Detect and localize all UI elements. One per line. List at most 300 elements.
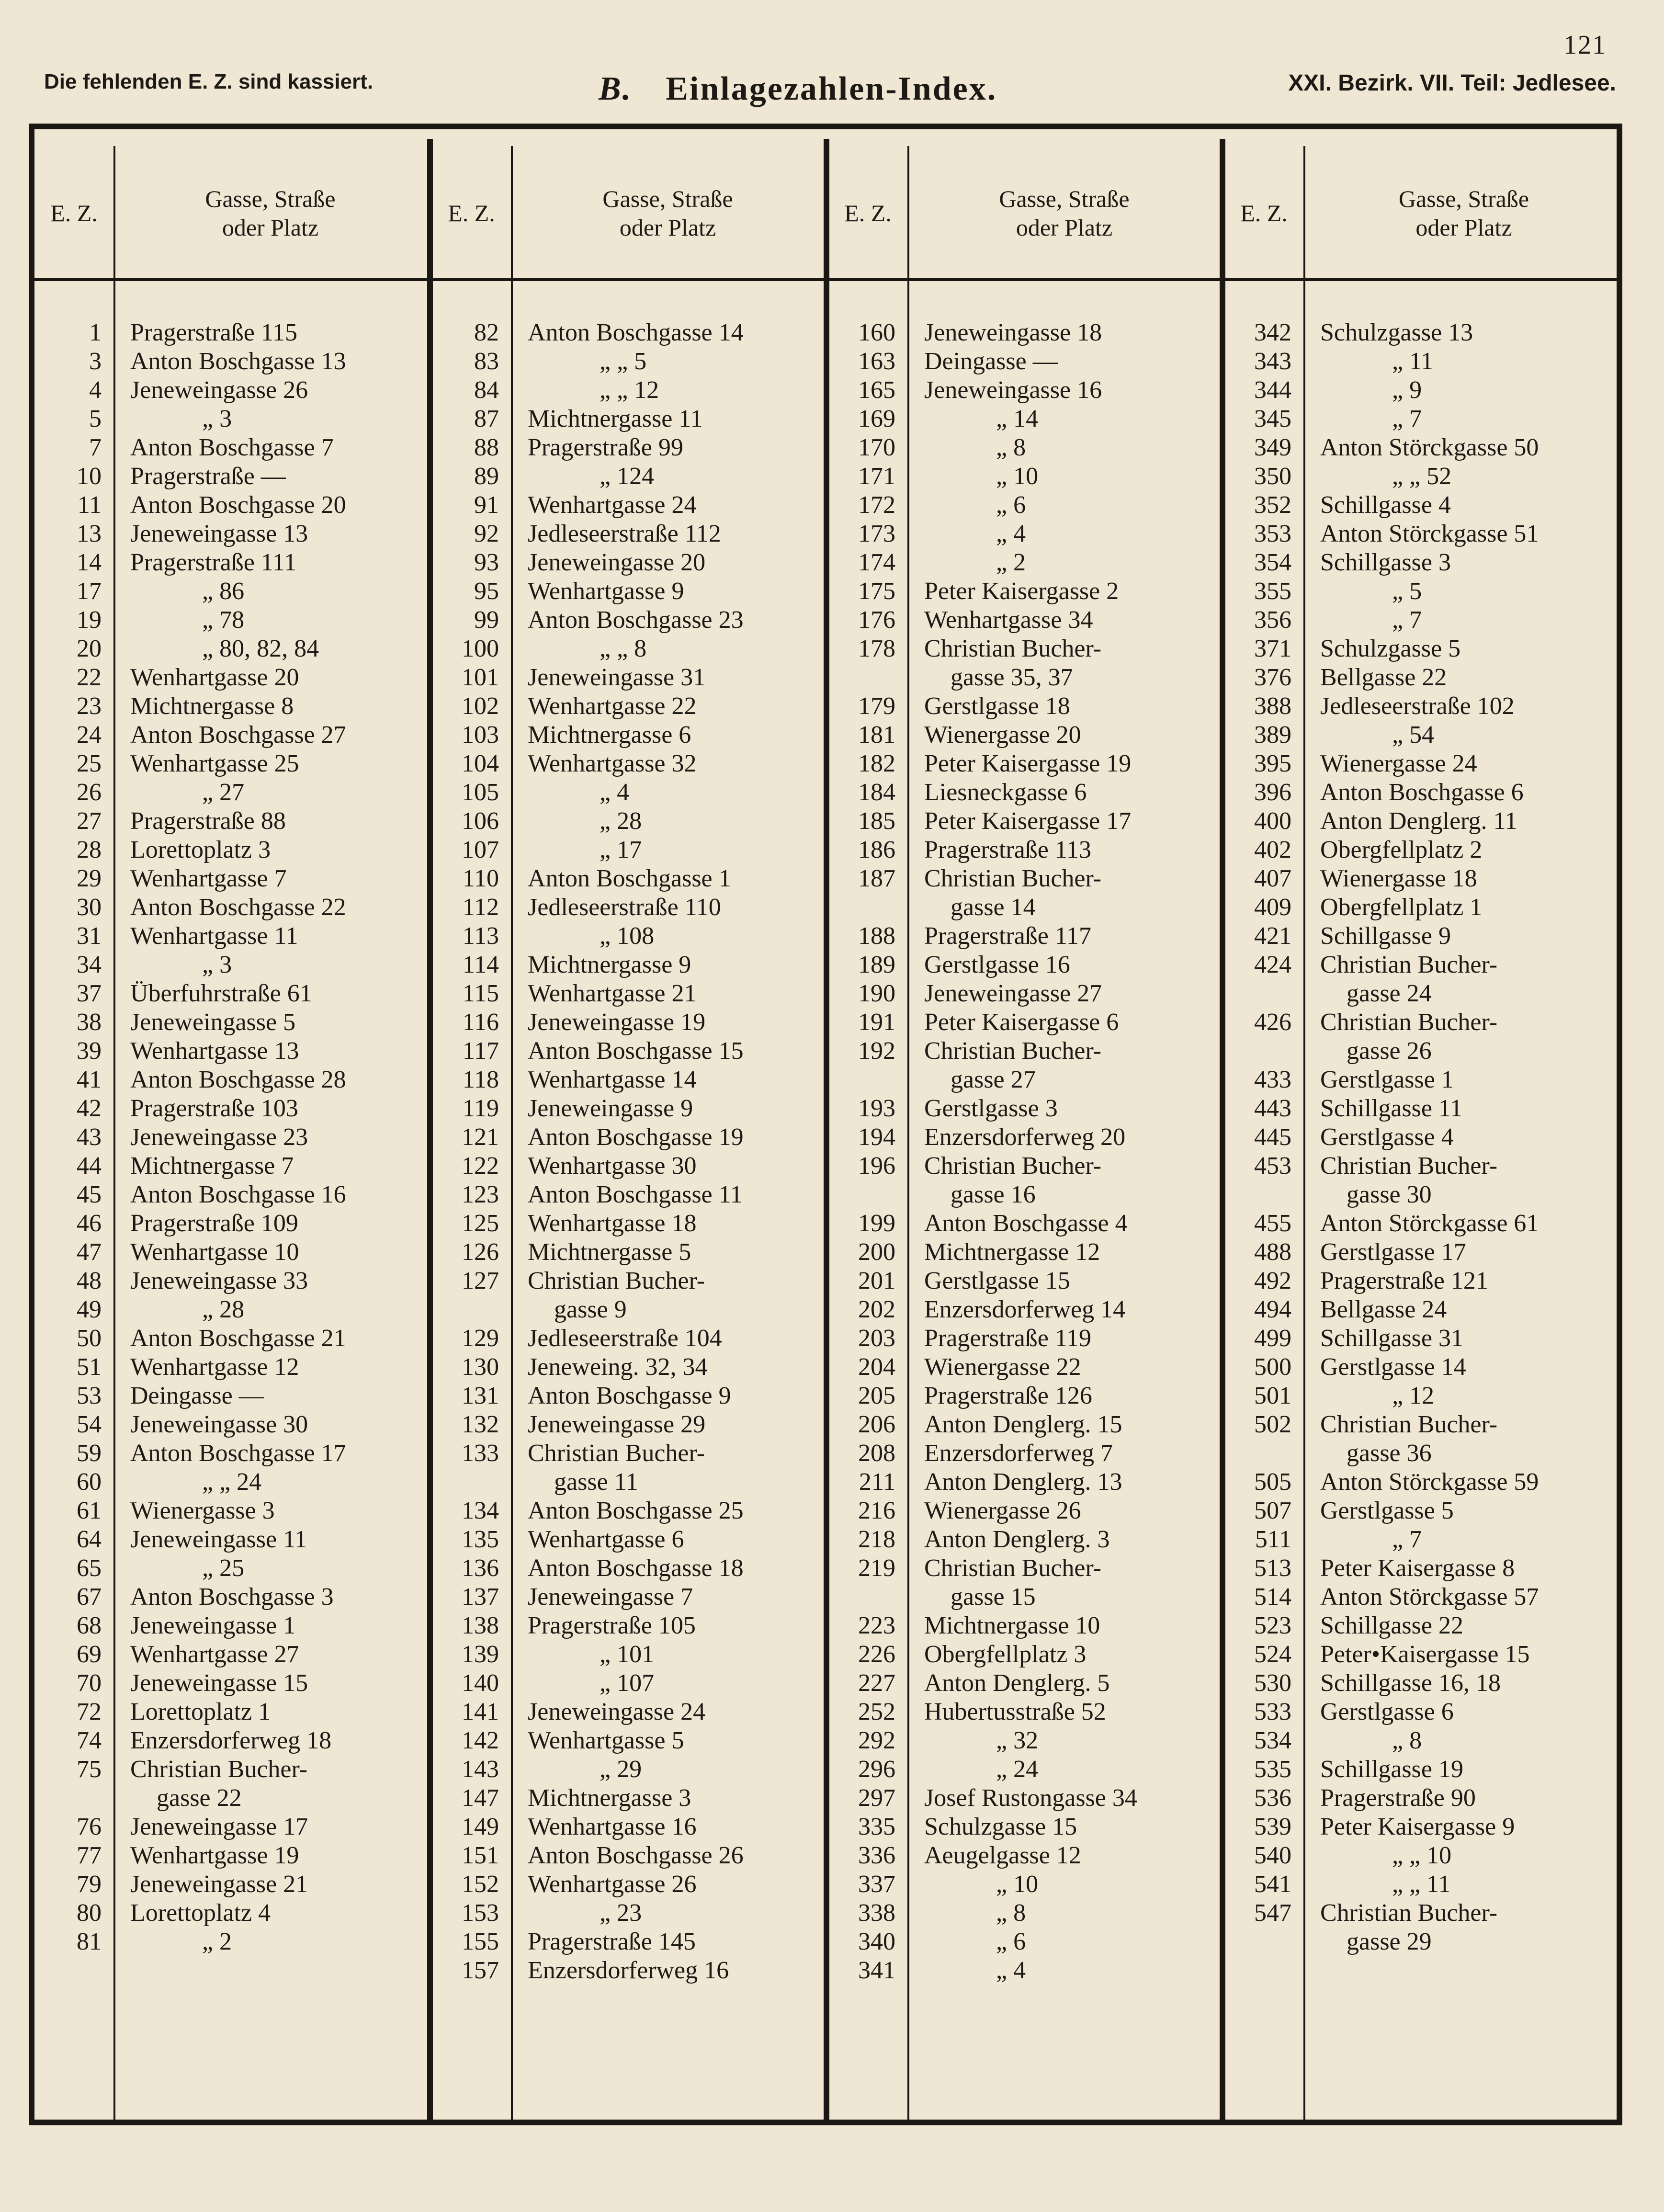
entry-street: Anton Denglerg. 13 xyxy=(924,1468,1122,1496)
entry-ez: 501 xyxy=(1254,1382,1291,1409)
entry-ez: 105 xyxy=(462,779,499,806)
entry-street: Christian Bucher- xyxy=(1320,1152,1498,1180)
entry-street: Anton Denglerg. 15 xyxy=(924,1411,1122,1438)
entry-ez: 117 xyxy=(462,1037,499,1065)
entry-street: Anton Denglerg. 11 xyxy=(1320,807,1517,835)
entry-street: Wenhartgasse 24 xyxy=(528,491,697,519)
entry-street: Peter Kaisergasse 9 xyxy=(1320,1813,1515,1840)
entry-ez: 511 xyxy=(1255,1526,1291,1553)
entry-street: „ 4 xyxy=(996,520,1026,547)
header-rule xyxy=(432,278,825,281)
entry-ez: 5 xyxy=(89,405,102,432)
entry-ez: 201 xyxy=(858,1267,895,1294)
entry-street: „ 8 xyxy=(996,1899,1026,1927)
entry-street: Jeneweingasse 29 xyxy=(528,1411,706,1438)
entry-ez: 396 xyxy=(1254,779,1291,806)
entry-ez: 31 xyxy=(77,922,102,950)
entry-street: „ 28 xyxy=(202,1296,245,1323)
entry-ez: 136 xyxy=(462,1554,499,1582)
entry-street: „ 27 xyxy=(202,779,245,806)
column-header-street: Gasse, Straße oder Platz xyxy=(205,185,336,241)
entry-street: Wenhartgasse 22 xyxy=(528,692,697,720)
page-title xyxy=(599,70,997,108)
entry-ez: 163 xyxy=(858,348,895,375)
entry-ez: 179 xyxy=(858,692,895,720)
entry-street: „ 10 xyxy=(996,1871,1039,1898)
column-header-street: Gasse, Straße oder Platz xyxy=(1398,185,1529,241)
entry-street: Pragerstraße 117 xyxy=(924,922,1091,950)
entry-street: Gerstlgasse 6 xyxy=(1320,1698,1454,1725)
entry-ez: 155 xyxy=(462,1928,499,1955)
entry-street: Pragerstraße 105 xyxy=(528,1612,696,1639)
entry-ez: 426 xyxy=(1254,1009,1291,1036)
entry-ez: 202 xyxy=(858,1296,895,1323)
entry-street: Obergfellplatz 2 xyxy=(1320,836,1483,863)
entry-street: Jedleseerstraße 104 xyxy=(528,1325,722,1352)
entry-ez: 26 xyxy=(77,779,102,806)
entry-street: „ 2 xyxy=(996,549,1026,576)
entry-ez: 151 xyxy=(462,1842,499,1869)
entry-ez: 39 xyxy=(77,1037,102,1065)
entry-ez xyxy=(824,663,895,692)
entry-ez xyxy=(824,1066,895,1094)
entry-street: gasse 26 xyxy=(1347,1037,1432,1065)
column-header-street: Gasse, Straße oder Platz xyxy=(602,185,733,241)
entry-ez: 424 xyxy=(1254,951,1291,978)
entry-street: „ 14 xyxy=(996,405,1039,432)
entry-ez: 23 xyxy=(77,692,102,720)
entry-ez: 206 xyxy=(858,1411,895,1438)
entry-street: „ 7 xyxy=(1392,606,1422,634)
entry-street: Bellgasse 22 xyxy=(1320,664,1447,691)
entry-street: gasse 30 xyxy=(1347,1181,1432,1208)
entry-street: Anton Störckgasse 59 xyxy=(1320,1468,1539,1496)
entry-ez: 87 xyxy=(474,405,499,432)
entry-street: Jedleseerstraße 110 xyxy=(528,894,721,921)
entry-street: Obergfellplatz 1 xyxy=(1320,894,1483,921)
entry-street: Jeneweingasse 20 xyxy=(528,549,706,576)
entry-street: Jeneweingasse 27 xyxy=(924,980,1102,1007)
entry-ez: 455 xyxy=(1254,1210,1291,1237)
entry-street: Jedleseerstraße 112 xyxy=(528,520,721,547)
entry-street: Enzersdorferweg 14 xyxy=(924,1296,1126,1323)
entry-ez: 194 xyxy=(858,1123,895,1151)
entry-street: Anton Boschgasse 11 xyxy=(528,1181,743,1208)
entry-ez: 50 xyxy=(77,1325,102,1352)
entry-street: „ 101 xyxy=(600,1641,655,1668)
entry-ez: 17 xyxy=(77,578,102,605)
entry-ez: 536 xyxy=(1254,1784,1291,1812)
entry-ez: 129 xyxy=(462,1325,499,1352)
entry-ez: 45 xyxy=(77,1181,102,1208)
entry-ez: 402 xyxy=(1254,836,1291,863)
entry-street: „ 3 xyxy=(202,951,232,978)
entry-ez: 93 xyxy=(474,549,499,576)
entry-ez: 292 xyxy=(858,1727,895,1754)
entry-street: Jeneweingasse 24 xyxy=(528,1698,706,1725)
entry-street: „ 7 xyxy=(1392,1526,1422,1553)
entry-ez xyxy=(1220,979,1291,1008)
entry-street: Michtnergasse 8 xyxy=(130,692,294,720)
entry-street: „ 107 xyxy=(600,1669,655,1697)
entry-street: gasse 9 xyxy=(554,1296,627,1323)
entry-ez: 67 xyxy=(77,1583,102,1611)
entry-ez: 141 xyxy=(462,1698,499,1725)
entry-street: „ „ 24 xyxy=(202,1468,262,1496)
entry-ez: 112 xyxy=(462,894,499,921)
ez-divider xyxy=(1303,146,1305,2120)
entry-street: Pragerstraße 119 xyxy=(924,1325,1091,1352)
entry-ez: 453 xyxy=(1254,1152,1291,1180)
entry-ez: 60 xyxy=(77,1468,102,1496)
entry-street: Lorettoplatz 4 xyxy=(130,1899,271,1927)
entry-street: Jeneweingasse 1 xyxy=(130,1612,296,1639)
entry-ez: 135 xyxy=(462,1526,499,1553)
entry-ez: 205 xyxy=(858,1382,895,1409)
entry-ez: 70 xyxy=(77,1669,102,1697)
entry-ez: 182 xyxy=(858,750,895,777)
entry-ez xyxy=(427,1468,499,1497)
entry-ez: 149 xyxy=(462,1813,499,1840)
entry-ez: 186 xyxy=(858,836,895,863)
entry-street: Jeneweingasse 11 xyxy=(130,1526,307,1553)
entry-street: „ 32 xyxy=(996,1727,1039,1754)
header-note: Die fehlenden E. Z. sind kassiert. xyxy=(44,70,374,93)
entry-street: Michtnergasse 11 xyxy=(528,405,703,432)
entry-street: Michtnergasse 12 xyxy=(924,1238,1100,1266)
entry-street: Jeneweing. 32, 34 xyxy=(528,1353,708,1381)
entry-ez: 395 xyxy=(1254,750,1291,777)
entry-street: Christian Bucher- xyxy=(1320,1411,1498,1438)
entry-ez: 160 xyxy=(858,319,895,346)
entry-street: Pragerstraße 126 xyxy=(924,1382,1092,1409)
entry-ez: 131 xyxy=(462,1382,499,1409)
entry-ez: 541 xyxy=(1254,1871,1291,1898)
entry-ez: 24 xyxy=(77,721,102,749)
entry-street: Anton Boschgasse 21 xyxy=(130,1325,346,1352)
entry-street: Wenhartgasse 34 xyxy=(924,606,1093,634)
entry-ez: 79 xyxy=(77,1871,102,1898)
entry-street: Gerstlgasse 3 xyxy=(924,1095,1058,1122)
entry-street: „ „ 52 xyxy=(1392,463,1452,490)
entry-ez: 352 xyxy=(1254,491,1291,519)
entry-ez: 533 xyxy=(1254,1698,1291,1725)
entry-ez: 219 xyxy=(858,1554,895,1582)
entry-ez: 376 xyxy=(1254,664,1291,691)
entry-street: Michtnergasse 5 xyxy=(528,1238,691,1266)
entry-ez: 104 xyxy=(462,750,499,777)
entry-ez: 54 xyxy=(77,1411,102,1438)
entry-street: „ 8 xyxy=(1392,1727,1422,1754)
entry-ez: 187 xyxy=(858,865,895,892)
entry-ez: 74 xyxy=(77,1727,102,1754)
entry-street: „ 4 xyxy=(996,1957,1026,1984)
entry-ez: 114 xyxy=(462,951,499,978)
entry-street: „ „ 12 xyxy=(600,376,659,404)
entry-ez: 11 xyxy=(77,491,102,519)
entry-street: Peter Kaisergasse 8 xyxy=(1320,1554,1515,1582)
entry-street: Schillgasse 22 xyxy=(1320,1612,1463,1639)
entry-ez: 204 xyxy=(858,1353,895,1381)
entry-ez: 354 xyxy=(1254,549,1291,576)
entry-ez: 174 xyxy=(858,549,895,576)
entry-ez: 356 xyxy=(1254,606,1291,634)
ez-divider xyxy=(113,146,115,2120)
entry-ez: 193 xyxy=(858,1095,895,1122)
entry-street: Pragerstraße 113 xyxy=(924,836,1091,863)
entry-ez: 140 xyxy=(462,1669,499,1697)
entry-ez: 107 xyxy=(462,836,499,863)
entry-street: „ 10 xyxy=(996,463,1039,490)
entry-ez: 91 xyxy=(474,491,499,519)
entry-ez: 540 xyxy=(1254,1842,1291,1869)
entry-ez: 216 xyxy=(858,1497,895,1524)
entry-ez: 371 xyxy=(1254,635,1291,662)
entry-ez: 227 xyxy=(858,1669,895,1697)
entry-ez: 539 xyxy=(1254,1813,1291,1840)
entry-ez: 535 xyxy=(1254,1756,1291,1783)
entry-ez: 125 xyxy=(462,1210,499,1237)
entry-ez: 76 xyxy=(77,1813,102,1840)
entry-street: gasse 36 xyxy=(1347,1440,1432,1467)
entry-street: Wienergasse 26 xyxy=(924,1497,1081,1524)
entry-street: Gerstlgasse 1 xyxy=(1320,1066,1454,1093)
entry-ez: 119 xyxy=(462,1095,499,1122)
entry-street: Anton Boschgasse 1 xyxy=(528,865,731,892)
entry-street: Christian Bucher- xyxy=(528,1267,705,1294)
entry-street: Michtnergasse 7 xyxy=(130,1152,294,1180)
entry-street: Pragerstraße 109 xyxy=(130,1210,298,1237)
entry-ez: 122 xyxy=(462,1152,499,1180)
entry-street: Wenhartgasse 7 xyxy=(130,865,287,892)
entry-street: Wenhartgasse 10 xyxy=(130,1238,299,1266)
entry-ez: 218 xyxy=(858,1526,895,1553)
entry-ez: 25 xyxy=(77,750,102,777)
entry-ez: 530 xyxy=(1254,1669,1291,1697)
entry-street: Christian Bucher- xyxy=(924,1152,1102,1180)
entry-street: Anton Boschgasse 13 xyxy=(130,348,346,375)
entry-ez xyxy=(1220,1180,1291,1209)
entry-ez: 83 xyxy=(474,348,499,375)
entry-ez: 138 xyxy=(462,1612,499,1639)
entry-ez: 502 xyxy=(1254,1411,1291,1438)
entry-ez: 494 xyxy=(1254,1296,1291,1323)
entry-street: gasse 27 xyxy=(951,1066,1036,1093)
entry-ez: 196 xyxy=(858,1152,895,1180)
entry-street: Wienergasse 20 xyxy=(924,721,1081,749)
entry-street: Wenhartgasse 5 xyxy=(528,1727,684,1754)
entry-street: Christian Bucher- xyxy=(1320,1899,1498,1927)
entry-street: Jeneweingasse 5 xyxy=(130,1009,296,1036)
entry-street: Wenhartgasse 12 xyxy=(130,1353,299,1381)
column-header-street: Gasse, Straße oder Platz xyxy=(999,185,1130,241)
entry-ez: 65 xyxy=(77,1554,102,1582)
entry-street: Jeneweingasse 16 xyxy=(924,376,1102,404)
entry-ez: 192 xyxy=(858,1037,895,1065)
entry-street: „ 3 xyxy=(202,405,232,432)
entry-street: Pragerstraße 103 xyxy=(130,1095,298,1122)
entry-ez: 100 xyxy=(462,635,499,662)
entry-street: Wienergasse 3 xyxy=(130,1497,275,1524)
entry-ez: 389 xyxy=(1254,721,1291,749)
entry-ez: 95 xyxy=(474,578,499,605)
entry-street: Anton Boschgasse 14 xyxy=(528,319,744,346)
entry-ez: 523 xyxy=(1254,1612,1291,1639)
header-rule xyxy=(34,278,427,281)
entry-ez: 184 xyxy=(858,779,895,806)
entry-ez: 296 xyxy=(858,1756,895,1783)
entry-street: Anton Boschgasse 6 xyxy=(1320,779,1524,806)
entry-ez xyxy=(824,1180,895,1209)
entry-street: Jeneweingasse 21 xyxy=(130,1871,308,1898)
entry-ez: 99 xyxy=(474,606,499,634)
entry-street: Gerstlgasse 18 xyxy=(924,692,1070,720)
entry-ez: 340 xyxy=(858,1928,895,1955)
entry-ez: 203 xyxy=(858,1325,895,1352)
entry-street: „ 78 xyxy=(202,606,245,634)
entry-ez: 49 xyxy=(77,1296,102,1323)
entry-ez: 335 xyxy=(858,1813,895,1840)
entry-street: Jeneweingasse 17 xyxy=(130,1813,308,1840)
entry-ez: 47 xyxy=(77,1238,102,1266)
entry-street: Jeneweingasse 9 xyxy=(528,1095,693,1122)
entry-street: Christian Bucher- xyxy=(528,1440,705,1467)
entry-ez: 353 xyxy=(1254,520,1291,547)
entry-street: Gerstlgasse 15 xyxy=(924,1267,1070,1294)
entry-street: Anton Boschgasse 28 xyxy=(130,1066,346,1093)
entry-street: „ 29 xyxy=(600,1756,642,1783)
entry-street: gasse 22 xyxy=(157,1784,242,1812)
entry-street: Jedleseerstraße 102 xyxy=(1320,692,1515,720)
entry-street: Anton Denglerg. 5 xyxy=(924,1669,1110,1697)
header-district: XXI. Bezirk. VII. Teil: Jedlesee. xyxy=(1288,70,1616,96)
entry-ez: 199 xyxy=(858,1210,895,1237)
entry-ez: 22 xyxy=(77,664,102,691)
entry-street: Wienergasse 24 xyxy=(1320,750,1477,777)
entry-street: Wenhartgasse 20 xyxy=(130,664,299,691)
entry-street: „ 28 xyxy=(600,807,642,835)
entry-ez: 169 xyxy=(858,405,895,432)
entry-street: Schillgasse 19 xyxy=(1320,1756,1463,1783)
entry-ez: 75 xyxy=(77,1756,102,1783)
entry-street: Schillgasse 16, 18 xyxy=(1320,1669,1501,1697)
entry-street: Enzersdorferweg 20 xyxy=(924,1123,1126,1151)
entry-ez: 443 xyxy=(1254,1095,1291,1122)
entry-street: Wenhartgasse 18 xyxy=(528,1210,697,1237)
entry-street: Anton Denglerg. 3 xyxy=(924,1526,1110,1553)
entry-street: gasse 11 xyxy=(554,1468,638,1496)
entry-ez xyxy=(824,1583,895,1611)
entry-ez: 89 xyxy=(474,463,499,490)
entry-ez: 113 xyxy=(462,922,499,950)
entry-street: Anton Boschgasse 25 xyxy=(528,1497,744,1524)
entry-ez xyxy=(30,1784,102,1813)
entry-street: Hubertusstraße 52 xyxy=(924,1698,1106,1725)
entry-street: Anton Boschgasse 20 xyxy=(130,491,346,519)
entry-ez: 61 xyxy=(77,1497,102,1524)
entry-street: „ „ 11 xyxy=(1392,1871,1451,1898)
column-header-ez: E. Z. xyxy=(448,200,495,227)
entry-street: Aeugelgasse 12 xyxy=(924,1842,1081,1869)
entry-ez: 200 xyxy=(858,1238,895,1266)
entry-street: Peter Kaisergasse 17 xyxy=(924,807,1132,835)
entry-street: Peter Kaisergasse 6 xyxy=(924,1009,1119,1036)
entry-ez: 42 xyxy=(77,1095,102,1122)
entry-ez: 118 xyxy=(462,1066,499,1093)
entry-ez: 30 xyxy=(77,894,102,921)
entry-ez: 175 xyxy=(858,578,895,605)
entry-ez: 64 xyxy=(77,1526,102,1553)
entry-street: Pragerstraße 99 xyxy=(528,434,683,461)
page-number: 121 xyxy=(1563,30,1607,60)
entry-ez: 27 xyxy=(77,807,102,835)
entry-street: Wenhartgasse 16 xyxy=(528,1813,697,1840)
entry-ez: 226 xyxy=(858,1641,895,1668)
entry-street: Anton Boschgasse 9 xyxy=(528,1382,731,1409)
entry-street: Jeneweingasse 31 xyxy=(528,664,706,691)
entry-ez: 188 xyxy=(858,922,895,950)
entry-street: Gerstlgasse 4 xyxy=(1320,1123,1454,1151)
entry-ez: 342 xyxy=(1254,319,1291,346)
entry-ez: 51 xyxy=(77,1353,102,1381)
entry-street: Christian Bucher- xyxy=(1320,1009,1498,1036)
entry-street: Überfuhrstraße 61 xyxy=(130,980,312,1007)
entry-street: Schillgasse 9 xyxy=(1320,922,1451,950)
entry-ez: 153 xyxy=(462,1899,499,1927)
entry-street: Peter•Kaisergasse 15 xyxy=(1320,1641,1530,1668)
entry-street: Gerstlgasse 5 xyxy=(1320,1497,1454,1524)
entry-ez: 208 xyxy=(858,1440,895,1467)
entry-street: gasse 15 xyxy=(951,1583,1036,1611)
entry-ez: 82 xyxy=(474,319,499,346)
entry-street: „ 124 xyxy=(600,463,655,490)
entry-street: Peter Kaisergasse 19 xyxy=(924,750,1132,777)
entry-ez: 189 xyxy=(858,951,895,978)
entry-ez: 344 xyxy=(1254,376,1291,404)
entry-ez: 121 xyxy=(462,1123,499,1151)
entry-ez: 130 xyxy=(462,1353,499,1381)
entry-ez: 69 xyxy=(77,1641,102,1668)
entry-street: „ 80, 82, 84 xyxy=(202,635,319,662)
entry-street: Michtnergasse 3 xyxy=(528,1784,691,1812)
entry-street: Deingasse — xyxy=(924,348,1058,375)
entry-street: Deingasse — xyxy=(130,1382,264,1409)
entry-ez: 10 xyxy=(77,463,102,490)
entry-ez: 445 xyxy=(1254,1123,1291,1151)
entry-street: Michtnergasse 6 xyxy=(528,721,691,749)
entry-ez: 106 xyxy=(462,807,499,835)
entry-ez: 127 xyxy=(462,1267,499,1294)
entry-ez: 337 xyxy=(858,1871,895,1898)
entry-ez: 116 xyxy=(462,1009,499,1036)
entry-ez: 44 xyxy=(77,1152,102,1180)
entry-street: Wenhartgasse 14 xyxy=(528,1066,697,1093)
entry-street: Anton Boschgasse 16 xyxy=(130,1181,346,1208)
entry-street: gasse 14 xyxy=(951,894,1036,921)
entry-ez: 142 xyxy=(462,1727,499,1754)
entry-ez: 3 xyxy=(89,348,102,375)
entry-ez: 103 xyxy=(462,721,499,749)
entry-street: Wenhartgasse 21 xyxy=(528,980,697,1007)
ez-divider xyxy=(511,146,513,2120)
entry-street: „ 6 xyxy=(996,1928,1026,1955)
entry-ez: 178 xyxy=(858,635,895,662)
entry-street: Pragerstraße 88 xyxy=(130,807,286,835)
entry-ez: 407 xyxy=(1254,865,1291,892)
entry-street: „ 23 xyxy=(600,1899,642,1927)
entry-street: Wenhartgasse 27 xyxy=(130,1641,299,1668)
entry-street: „ 9 xyxy=(1392,376,1422,404)
